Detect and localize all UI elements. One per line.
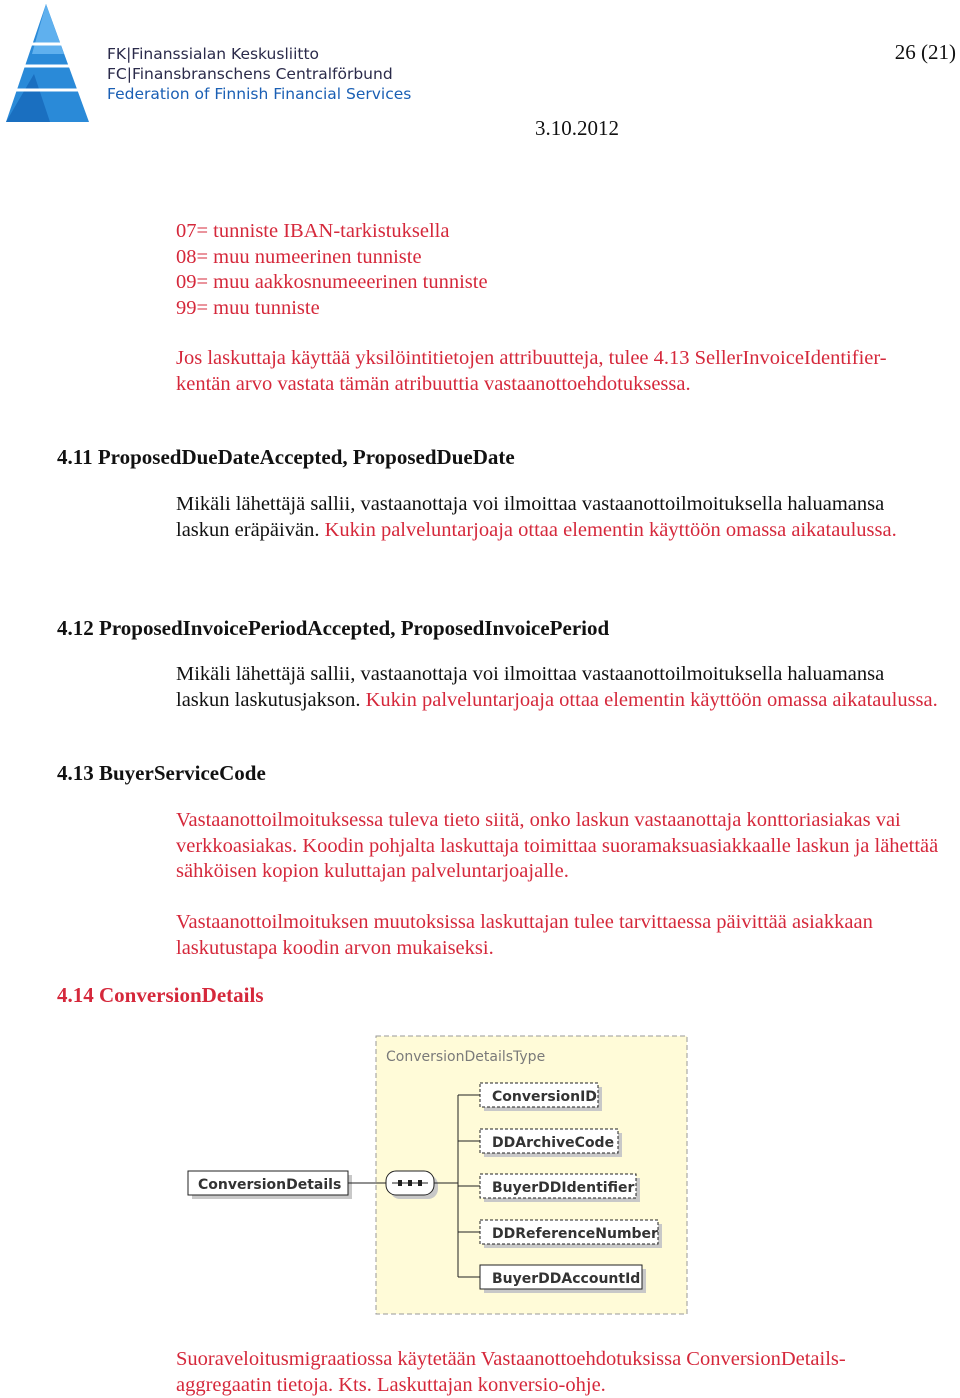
org-name-en: Federation of Finnish Financial Services <box>107 85 412 103</box>
fk-logo-icon <box>4 4 94 124</box>
type-label: ConversionDetailsType <box>386 1049 546 1065</box>
list-item: 08= muu numeerinen tunniste <box>176 245 422 268</box>
root-element-label: ConversionDetails <box>198 1177 342 1193</box>
org-name-sv: FC|Finansbranschens Centralförbund <box>107 65 393 83</box>
child-element-label: BuyerDDIdentifier <box>492 1180 635 1196</box>
list-item: 07= tunniste IBAN-tarkistuksella <box>176 220 450 242</box>
conversion-details-schema-diagram <box>186 1034 690 1318</box>
child-element-label: BuyerDDAccountId <box>492 1271 641 1287</box>
section-4-13-para1: Vastaanottoilmoituksessa tuleva tieto siitä, onko laskun vastaanottaja konttoriasiakas vai verkkoasiakas. Koodin pohjalta laskuttaja toimittaa suoramaksuasiakkaalle laskun ja lähettää sähköisen kopion kuluttajan palveluntarjoajalle. <box>176 809 939 882</box>
child-element-label: ConversionID <box>492 1089 597 1105</box>
list-item: 99= muu tunniste <box>176 296 320 319</box>
section-4-11-text: Mikäli lähettäjä sallii, vastaanottaja voi ilmoittaa vastaanottoilmoituksella haluamansa laskun eräpäivän. Kukin palveluntarjoaja ottaa elementin käyttöön omassa aikataulussa. <box>176 493 897 541</box>
section-heading-4-14: 4.14 ConversionDetails <box>57 983 264 1007</box>
code-list <box>176 219 488 321</box>
document-date: 3.10.2012 <box>535 116 619 140</box>
section-heading-4-13: 4.13 BuyerServiceCode <box>57 761 266 785</box>
attribute-note: Jos laskuttaja käyttää yksilöintitietojen attribuutteja, tulee 4.13 SellerInvoiceIdentifier-kentän arvo vastata tämän atribuuttia vastaanottoehdotuksessa. <box>176 347 887 395</box>
list-item: 09= muu aakkosnumeeerinen tunniste <box>176 271 488 293</box>
closing-paragraph: Suoraveloitusmigraatiossa käytetään Vastaanottoehdotuksissa ConversionDetails- aggregaatin tietoja. Kts. Laskuttajan konversio-ohje. <box>176 1348 846 1396</box>
section-heading-4-12: 4.12 ProposedInvoicePeriodAccepted, ProposedInvoicePeriod <box>57 616 610 640</box>
section-4-12-text: Mikäli lähettäjä sallii, vastaanottaja voi ilmoittaa vastaanottoilmoituksella haluamansa laskun laskutusjakson. Kukin palveluntarjoaja ottaa elementin käyttöön omassa aikataulussa. <box>176 663 938 711</box>
page-number: 26 (21) <box>894 40 956 64</box>
section-4-13-para2: Vastaanottoilmoituksen muutoksissa laskuttajan tulee tarvittaessa päivittää asiakkaan laskutustapa koodin arvon mukaiseksi. <box>176 911 873 959</box>
section-heading-4-11: 4.11 ProposedDueDateAccepted, ProposedDueDate <box>57 445 515 469</box>
child-element-label: DDArchiveCode <box>492 1135 615 1151</box>
org-name-fi: FK|Finanssialan Keskusliitto <box>107 45 320 63</box>
child-element-label: DDReferenceNumber <box>492 1226 658 1242</box>
